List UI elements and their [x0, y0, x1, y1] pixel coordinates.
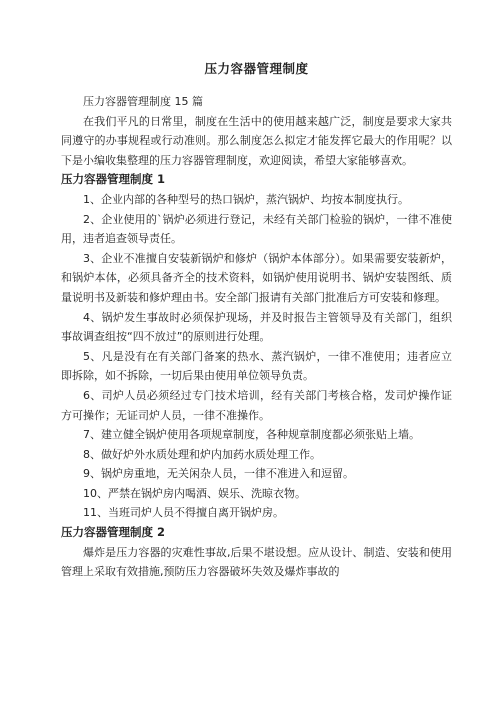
section-1-item-11: 11、当班司炉人员不得擅自离开锅炉房。: [83, 506, 284, 520]
section-1-item-10: 10、严禁在锅炉房内喝酒、娱乐、洗晾衣物。: [83, 486, 306, 500]
intro-paragraph: 在我们平凡的日常里，制度在生活中的使用越来越广泛，制度是要求大家共同遵守的办事规程或行动准则。那么制度怎么拟定才能发挥它最大的作用呢？以下是小编收集整理的压力容器管理制度，欢迎阅读，希望大家能够喜欢。: [61, 114, 452, 167]
section-heading-2: 压力容器管理制度 2: [61, 525, 166, 540]
section-1-item-6: 6、司炉人员必须经过专门技术培训，经有关部门考核合格，发司炉操作证方可操作；无证司炉人员，一律不准操作。: [61, 388, 452, 422]
document-title: 压力容器管理制度: [204, 61, 309, 76]
section-1-item-1: 1、企业内部的各种型号的热口锅炉，蒸汽锅炉、均按本制度执行。: [83, 192, 409, 206]
section-1-item-8: 8、做好炉外水质处理和炉内加药水质处理工作。: [83, 447, 321, 461]
section-2-paragraph-1: 爆炸是压力容器的灾难性事故,后果不堪设想。应从设计、制造、安装和使用管理上采取有效措施,预防压力容器破坏失效及爆炸事故的: [61, 545, 452, 579]
section-1-item-2: 2、企业使用的`锅炉必须进行登记，未经有关部门检验的锅炉，一律不准使用，违者追查领导责任。: [61, 212, 452, 246]
section-1-item-5: 5、凡是没有在有关部门备案的热水、蒸汽锅炉，一律不准使用；违者应立即拆除，如不拆除，一切后果由使用单位领导负责。: [61, 349, 452, 383]
section-1-item-7: 7、建立健全锅炉使用各项规章制度，各种规章制度都必须张贴上墙。: [83, 428, 420, 442]
section-1-item-4: 4、锅炉发生事故时必须保护现场，并及时报告主管领导及有关部门，组织事故调查组按“四不放过”的原则进行处理。: [61, 310, 452, 344]
section-heading-1: 压力容器管理制度 1: [61, 172, 166, 187]
section-1-item-3: 3、企业不准擅自安装新锅炉和修炉（锅炉本体部分）。如果需要安装新炉，和锅炉本体，必须具备齐全的技术资料，如锅炉使用说明书、锅炉安装图纸、质量说明书及新装和修炉理由书。安全部门报请有关部门批准后方可安装和修理。: [61, 251, 452, 304]
document-subtitle: 压力容器管理制度 15 篇: [83, 95, 203, 108]
section-1-item-9: 9、锅炉房重地，无关闲杂人员，一律不准进入和逗留。: [83, 467, 354, 481]
